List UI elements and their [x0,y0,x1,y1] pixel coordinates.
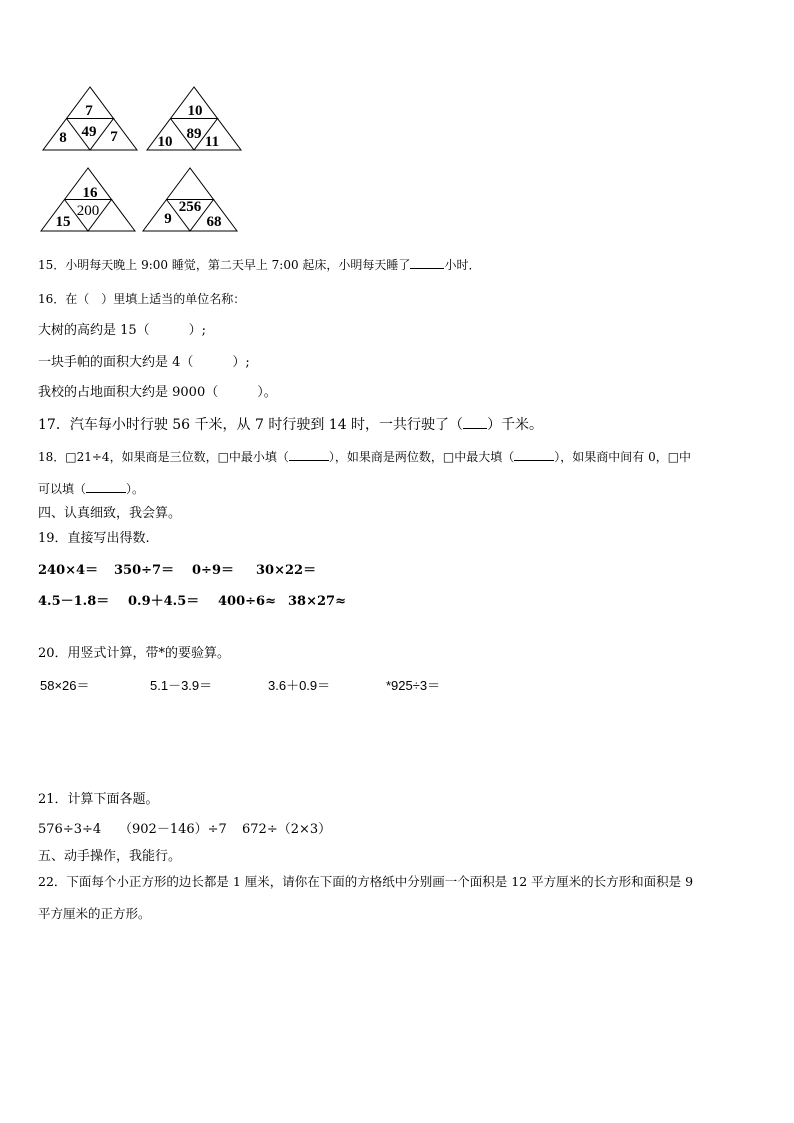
triangle-puzzle-2 [146,86,242,152]
question-16-title: 16．在（ ）里填上适当的单位名称： [38,292,246,306]
expression: 0÷9＝ [192,563,234,578]
expression: 58×26＝ [40,678,90,693]
question-22-line-1: 22．下面每个小正方形的边长都是 1 厘米，请你在下面的方格纸中分别画一个面积是 12 平方厘米的长方形和面积是 9 [38,874,694,889]
section-4-heading: 四、认真细致，我会算。 [38,506,182,521]
triangle-left-number: 9 [164,211,172,227]
question-20-row [40,677,440,695]
expression: （902－146）÷7 [119,822,227,837]
triangle-right-number: 7 [110,129,118,145]
answer-blank[interactable] [289,447,329,461]
question-18-text: 可以填（ [38,482,87,496]
question-20-title: 20．用竖式计算，带*的要验算。 [38,646,231,661]
expression: 350÷7＝ [114,563,175,578]
triangle-left-number: 10 [157,134,173,150]
triangle-right-number: 68 [206,214,222,230]
expression: *925÷3＝ [386,678,441,693]
expression: 38×27≈ [288,594,346,609]
triangle-top-number: 7 [85,103,93,119]
triangle-center-number: 49 [81,124,97,140]
expression: 3.6＋0.9＝ [268,678,331,693]
question-19-row-2 [38,593,346,611]
question-15-text: 15．小明每天晚上 9:00 睡觉，第二天早上 7:00 起床，小明每天睡了 [38,258,411,272]
triangle-right-number: 11 [204,134,220,150]
expression: 400÷6≈ [218,594,276,609]
question-18-line-2 [38,479,144,498]
triangle-center-number: 89 [186,126,202,142]
expression: 0.9＋4.5＝ [128,594,200,609]
question-18-line-1 [38,447,691,466]
question-15-unit: 小时． [444,258,481,272]
answer-blank[interactable] [86,479,126,493]
question-16-item: 大树的高约是 15（ ）; [38,323,207,338]
question-16-item: 我校的占地面积大约是 9000（ ）。 [38,385,277,400]
question-17-text: 17．汽车每小时行驶 56 千米，从 7 时行驶到 14 时，一共行驶了（ [38,417,464,433]
answer-blank[interactable] [410,255,444,269]
expression: 4.5－1.8＝ [38,594,110,609]
question-19-title: 19．直接写出得数. [38,531,150,546]
expression: 30×22＝ [256,563,317,578]
triangle-puzzle-1 [42,86,138,152]
question-17-unit: ）千米。 [487,417,544,433]
triangle-center-number: 200 [76,203,100,219]
triangle-left-number: 15 [55,214,71,230]
triangle-top-number: 10 [187,103,203,119]
expression: 5.1－3.9＝ [150,678,213,693]
question-22-line-2: 平方厘米的正方形。 [38,906,151,921]
question-18-text: 18．□21÷4，如果商是三位数，□中最小填（ [38,450,289,464]
question-21-title: 21．计算下面各题。 [38,792,159,807]
answer-blank[interactable] [463,415,487,429]
answer-blank[interactable] [514,447,554,461]
question-18-text: ），如果商是两位数，□中最大填（ [328,450,515,464]
triangle-puzzle-4 [142,167,238,233]
expression: 576÷3÷4 [38,822,102,837]
question-17 [38,415,543,434]
question-19-row-1 [38,562,316,580]
question-21-row [38,821,331,839]
triangle-top-number: 16 [82,185,98,201]
triangle-left-number: 8 [59,130,67,146]
triangle-puzzle-3 [40,167,136,233]
question-18-text: ），如果商中间有 0，□中 [554,450,692,464]
question-18-text: ）。 [126,482,145,496]
expression: 240×4＝ [38,563,99,578]
question-15 [38,255,480,274]
section-5-heading: 五、动手操作，我能行。 [38,849,182,864]
triangle-center-number: 256 [178,199,202,215]
expression: 672÷（2×3） [242,822,332,837]
question-16-item: 一块手帕的面积大约是 4（ ）; [38,355,250,370]
